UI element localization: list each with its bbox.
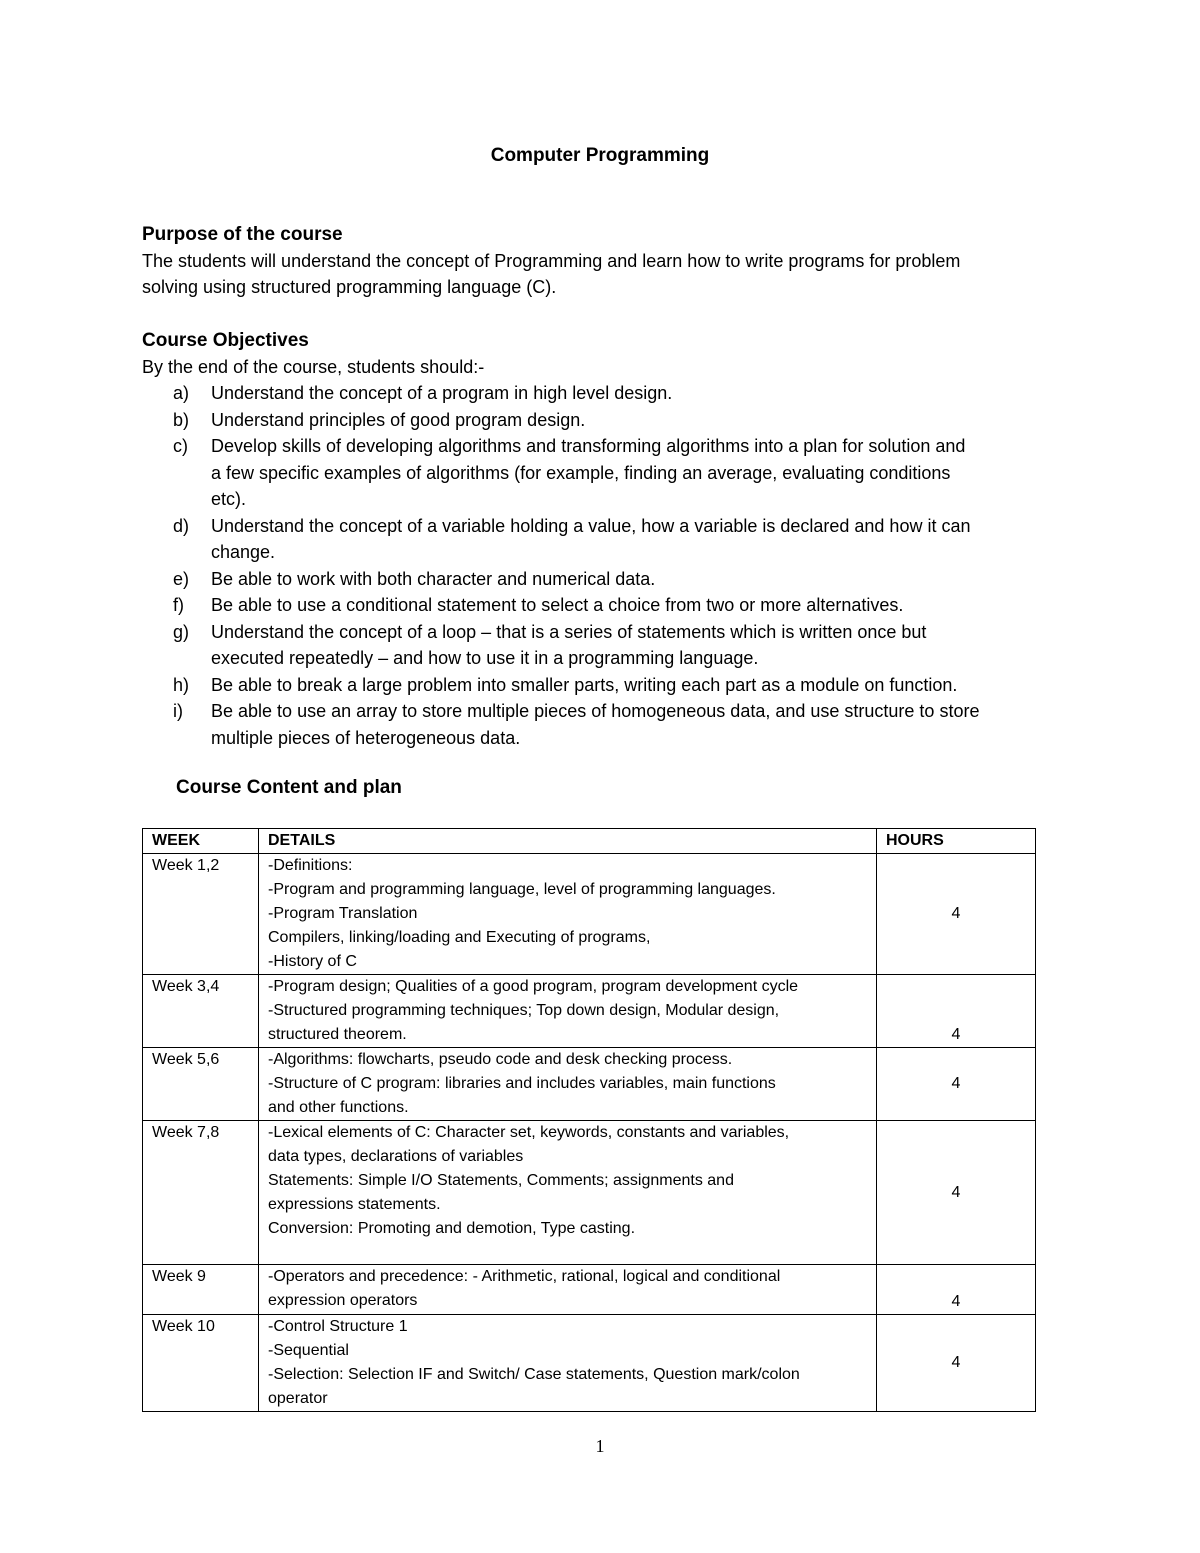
purpose-heading: Purpose of the course xyxy=(142,224,343,245)
details-line: structured theorem. xyxy=(268,1026,407,1043)
column-header-details: DETAILS xyxy=(259,829,877,854)
week-cell: Week 5,6 xyxy=(143,1048,259,1121)
details-line: -Control Structure 1 xyxy=(268,1318,408,1335)
details-line: and other functions. xyxy=(268,1099,409,1116)
details-cell xyxy=(259,1048,877,1121)
week-cell: Week 10 xyxy=(143,1315,259,1412)
objective-marker: d) xyxy=(173,515,190,536)
details-line: operator xyxy=(268,1390,328,1407)
week-cell: Week 9 xyxy=(143,1265,259,1315)
objective-text-line: Be able to work with both character and numerical data. xyxy=(211,568,656,589)
objective-text-line: Be able to use a conditional statement to select a choice from two or more alternatives. xyxy=(211,595,904,615)
objective-marker: a) xyxy=(173,383,190,403)
objective-item xyxy=(142,513,1072,566)
table-row xyxy=(143,854,1036,975)
objective-item xyxy=(142,407,1072,434)
details-line: Statements: Simple I/O Statements, Comments; assignments and xyxy=(268,1172,734,1189)
objective-text-line: etc). xyxy=(211,489,247,509)
table-header-row xyxy=(143,829,1036,854)
objective-text-line: Develop skills of developing algorithms and transforming algorithms into a plan for solution and xyxy=(211,436,966,456)
details-line: -Selection: Selection IF and Switch/ Case statements, Question mark/colon xyxy=(268,1366,800,1383)
details-cell xyxy=(259,1315,877,1412)
objectives-section xyxy=(142,328,1072,751)
details-line: -History of C xyxy=(268,953,357,970)
column-header-hours: HOURS xyxy=(877,829,1036,854)
details-cell xyxy=(259,975,877,1048)
objective-text-line: a few specific examples of algorithms (for example, finding an average, evaluating conditions xyxy=(211,462,951,483)
table-row xyxy=(143,1048,1036,1121)
objective-marker: i) xyxy=(173,701,183,721)
objective-marker: c) xyxy=(173,436,188,456)
week-cell: Week 1,2 xyxy=(143,854,259,975)
hours-cell: 4 xyxy=(877,854,1036,975)
purpose-text-line-1: The students will understand the concept of Programming and learn how to write programs for problem xyxy=(142,251,961,271)
objective-item xyxy=(142,566,1072,593)
table-row xyxy=(143,1315,1036,1412)
objective-text-line: Be able to break a large problem into smaller parts, writing each part as a module on function. xyxy=(211,674,958,695)
details-line: -Structure of C program: libraries and includes variables, main functions xyxy=(268,1075,776,1092)
objective-text-line: Be able to use an array to store multiple pieces of homogeneous data, and use structure to store xyxy=(211,701,980,721)
details-line: -Operators and precedence: - Arithmetic, rational, logical and conditional xyxy=(268,1268,781,1285)
objective-marker: e) xyxy=(173,568,190,589)
objectives-list xyxy=(142,380,1072,751)
objective-text-line: Understand the concept of a variable holding a value, how a variable is declared and how it can xyxy=(211,515,971,536)
objective-marker: b) xyxy=(173,409,190,430)
objective-text-line: Understand principles of good program design. xyxy=(211,409,586,430)
objective-item xyxy=(142,619,1072,672)
details-line: -Structured programming techniques; Top down design, Modular design, xyxy=(268,1002,780,1019)
table-row xyxy=(143,1265,1036,1315)
details-line: Conversion: Promoting and demotion, Type casting. xyxy=(268,1220,636,1237)
objective-item xyxy=(142,698,1072,751)
objective-item xyxy=(142,592,1072,619)
column-header-week: WEEK xyxy=(143,829,259,854)
week-cell: Week 7,8 xyxy=(143,1121,259,1265)
content-heading: Course Content and plan xyxy=(176,777,402,798)
objective-text-line: Understand the concept of a loop – that is a series of statements which is written once but xyxy=(211,621,927,642)
objective-marker: h) xyxy=(173,674,190,695)
document-title: Computer Programming xyxy=(490,145,710,166)
details-cell xyxy=(259,1265,877,1315)
details-line: -Program Translation xyxy=(268,905,418,922)
objective-item xyxy=(142,672,1072,699)
objective-marker: g) xyxy=(173,621,190,642)
objective-item xyxy=(142,433,1072,513)
details-line: -Program and programming language, level of programming languages. xyxy=(268,881,776,898)
hours-cell: 4 xyxy=(877,1265,1036,1315)
details-cell xyxy=(259,854,877,975)
objective-text-line: executed repeatedly – and how to use it in a programming language. xyxy=(211,648,759,668)
details-line: -Algorithms: flowcharts, pseudo code and desk checking process. xyxy=(268,1051,733,1068)
week-cell: Week 3,4 xyxy=(143,975,259,1048)
details-line: -Sequential xyxy=(268,1342,349,1359)
hours-cell: 4 xyxy=(877,1121,1036,1265)
hours-cell: 4 xyxy=(877,975,1036,1048)
purpose-text-line-2: solving using structured programming language (C). xyxy=(142,277,557,297)
table-body xyxy=(143,854,1036,1412)
objective-text-line: Understand the concept of a program in high level design. xyxy=(211,383,673,403)
table-row xyxy=(143,1121,1036,1265)
hours-cell: 4 xyxy=(877,1315,1036,1412)
objective-text-line: multiple pieces of heterogeneous data. xyxy=(211,727,521,748)
details-line: -Definitions: xyxy=(268,857,353,874)
objective-item xyxy=(142,380,1072,407)
details-cell xyxy=(259,1121,877,1265)
details-line: Compilers, linking/loading and Executing of programs, xyxy=(268,929,651,946)
objective-marker: f) xyxy=(173,595,184,615)
purpose-section xyxy=(142,222,1072,300)
details-line: data types, declarations of variables xyxy=(268,1148,524,1165)
details-line: -Program design; Qualities of a good program, program development cycle xyxy=(268,978,799,995)
objective-text-line: change. xyxy=(211,542,276,562)
hours-cell: 4 xyxy=(877,1048,1036,1121)
details-line: -Lexical elements of C: Character set, keywords, constants and variables, xyxy=(268,1124,790,1141)
details-line: expressions statements. xyxy=(268,1196,441,1213)
objectives-heading: Course Objectives xyxy=(142,330,309,351)
details-line: expression operators xyxy=(268,1292,418,1309)
table-row xyxy=(143,975,1036,1048)
objectives-intro: By the end of the course, students should:- xyxy=(142,357,485,377)
page-number: 1 xyxy=(595,1436,605,1456)
course-plan-table xyxy=(142,828,1036,1412)
